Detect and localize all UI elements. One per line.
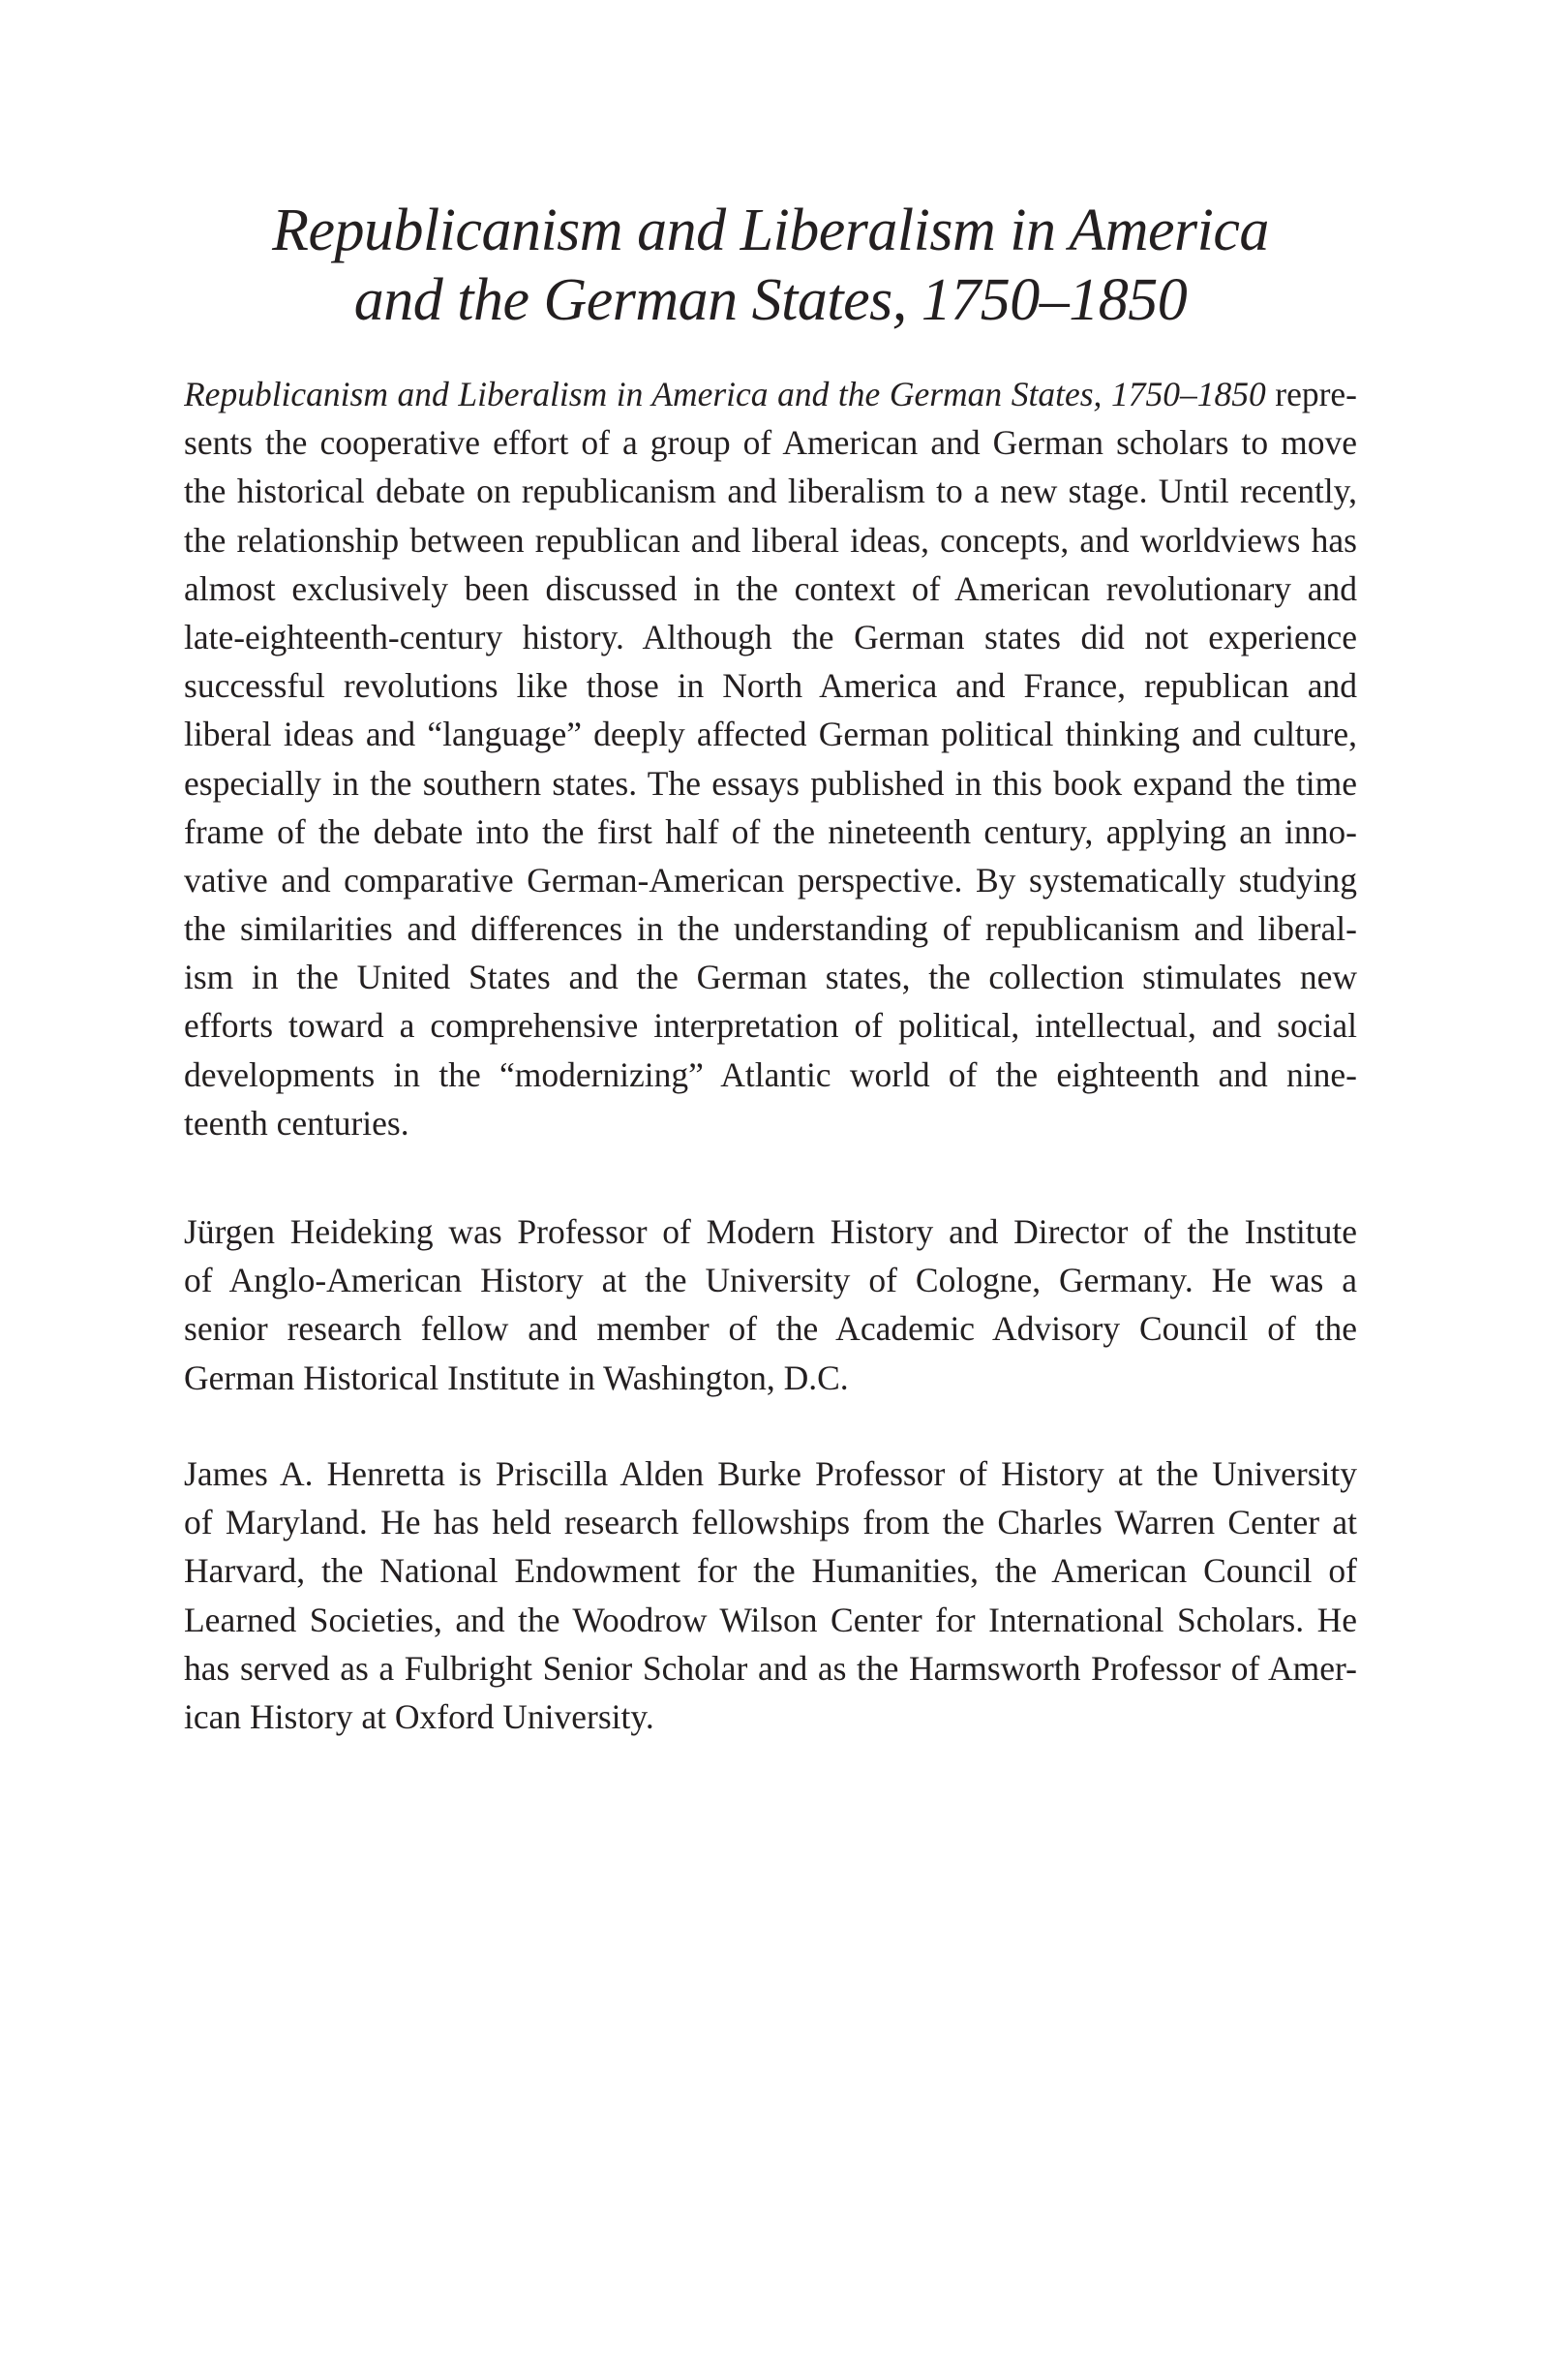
description-line-tail: repre-: [1265, 375, 1357, 413]
description-line: sents the cooperative effort of a group of American and German scholars to move: [184, 423, 1357, 463]
description-line: late-eighteenth-century history. Although the German states did not experience: [184, 617, 1357, 656]
bio-line: senior research fellow and member of the Academic Advisory Council of the: [184, 1309, 1357, 1349]
description-line: almost exclusively been discussed in the context of American revolutionary and: [184, 568, 1357, 608]
book-title-line: and the German States, 1750–1850: [353, 267, 1188, 333]
description-line: frame of the debate into the first half of the nineteenth century, applying an inno-: [184, 811, 1357, 851]
description-line: efforts toward a comprehensive interpretation of political, intellectual, and social: [184, 1006, 1357, 1046]
description-line: developments in the “modernizing” Atlantic world of the eighteenth and nine-: [184, 1054, 1357, 1094]
description-line: successful revolutions like those in North America and France, republican and: [184, 666, 1357, 706]
bio-line: James A. Henretta is Priscilla Alden Burke Professor of History at the University: [184, 1454, 1357, 1493]
description-line: the relationship between republican and liberal ideas, concepts, and worldviews has: [184, 520, 1357, 560]
description-line: teenth centuries.: [184, 1103, 409, 1143]
description-line: the historical debate on republicanism and liberalism to a new stage. Until recently,: [184, 472, 1357, 511]
bio-line: of Maryland. He has held research fellowships from the Charles Warren Center at: [184, 1503, 1357, 1542]
description-italic-title: Republicanism and Liberalism in America and the German States, 1750–1850: [184, 375, 1266, 413]
book-description: [184, 370, 1357, 1147]
description-line: the similarities and differences in the understanding of republicanism and liberal-: [184, 909, 1357, 949]
book-title: [0, 196, 1541, 335]
bio-line: German Historical Institute in Washington, D.C.: [184, 1358, 849, 1397]
description-line: vative and comparative German-American perspective. By systematically studying: [184, 860, 1357, 900]
bio-line: Harvard, the National Endowment for the Humanities, the American Council of: [184, 1551, 1357, 1591]
bio-line: Learned Societies, and the Woodrow Wilson Center for International Scholars. He: [184, 1600, 1357, 1639]
author-bio-henretta: [184, 1449, 1357, 1741]
description-line: ism in the United States and the German states, the collection stimulates new: [184, 958, 1357, 997]
description-line: liberal ideas and “language” deeply affected German political thinking and culture,: [184, 715, 1357, 754]
bio-line: has served as a Fulbright Senior Scholar and as the Harmsworth Professor of Amer-: [184, 1648, 1357, 1688]
book-title-line: Republicanism and Liberalism in America: [272, 198, 1269, 263]
description-line: [184, 370, 1357, 418]
author-bio-heideking: [184, 1207, 1357, 1402]
bio-line: of Anglo-American History at the University of Cologne, Germany. He was a: [184, 1261, 1357, 1300]
bio-line: Jürgen Heideking was Professor of Modern History and Director of the Institute: [184, 1212, 1357, 1251]
description-line: especially in the southern states. The essays published in this book expand the time: [184, 763, 1357, 803]
bio-line: ican History at Oxford University.: [184, 1696, 654, 1736]
